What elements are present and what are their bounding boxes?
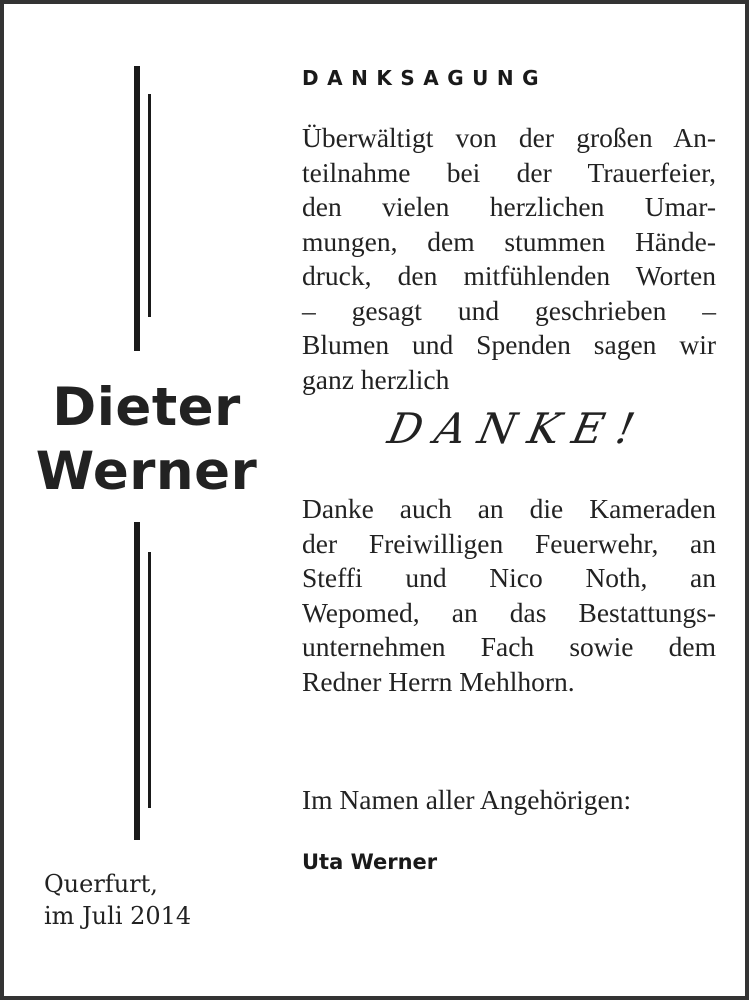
family-greeting: Im Namen aller Angehörigen:	[302, 784, 632, 815]
thanks-paragraph-2	[302, 492, 716, 699]
heading: DANKSAGUNG	[302, 66, 548, 90]
paragraph-1-line: mungen, dem stummen Hände-	[302, 225, 716, 257]
paragraph-2-line: der Freiwilligen Feuerwehr, an	[302, 527, 716, 559]
signer-name: Uta Werner	[302, 850, 438, 874]
place: Querfurt,	[44, 870, 158, 898]
paragraph-1-line: Überwältigt von der großen An-	[302, 122, 716, 153]
paragraph-2-line: Danke auch an die Kameraden	[302, 493, 716, 524]
paragraph-2-line: Redner Herrn Mehlhorn.	[302, 665, 575, 697]
paragraph-2-line: unternehmen Fach sowie dem	[302, 631, 716, 662]
paragraph-2-line: Steffi und Nico Noth, an	[302, 562, 716, 593]
paragraph-1-line: teilnahme bei der Trauerfeier,	[302, 156, 716, 188]
place-date-block	[44, 868, 191, 932]
lower-thick-line	[134, 522, 140, 840]
paragraph-1-line: ganz herzlich	[302, 363, 450, 395]
date: im Juli 2014	[44, 902, 192, 930]
deceased-last-name: Werner	[35, 441, 258, 502]
paragraph-1-line: den vielen herzlichen Umar-	[302, 191, 716, 222]
paragraph-1-line: – gesagt und geschrieben –	[302, 294, 716, 326]
thanks-paragraph-1	[302, 121, 716, 397]
danke-script: DANKE!	[383, 404, 652, 453]
paragraph-2-line: Wepomed, an das Bestattungs-	[302, 596, 716, 628]
upper-thin-line	[148, 94, 151, 317]
deceased-first-name: Dieter	[52, 377, 241, 438]
paragraph-1-line: druck, den mitfühlenden Worten	[302, 260, 716, 291]
paragraph-1-line: Blumen und Spenden sagen wir	[302, 329, 716, 360]
upper-thick-line	[134, 66, 140, 351]
lower-thin-line	[148, 552, 151, 808]
